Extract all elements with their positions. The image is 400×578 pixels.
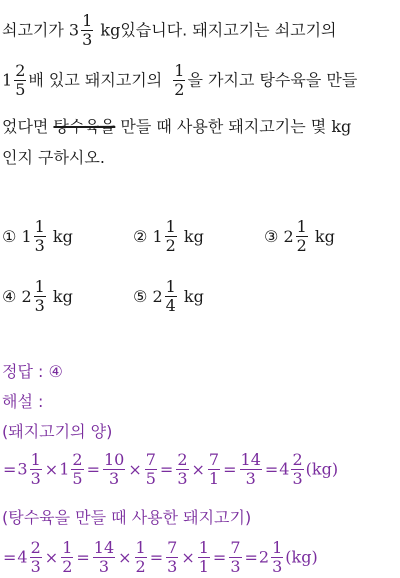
unit-label: kg [331, 117, 352, 136]
step1-equation: =3 $\frac{1}{3}$ ×1 $\frac{2}{5}$ = $\frac{10}{3}$ × $\frac{7}{5}$ = $\frac{2}{3}$ × $\frac{7}{1}$ = $\frac{14}{3}$ =4 $\frac{2}{3}$ (kg) [3, 450, 339, 488]
choice-1[interactable]: ① 1 $\frac{1}{3}$ kg [2, 217, 73, 255]
problem-text: 을 가지고 탕수육을 만들 [187, 70, 358, 90]
unit-label: kg [100, 20, 121, 40]
choice-5[interactable]: ⑤ 2 $\frac{1}{4}$ kg [133, 277, 204, 315]
step1-title: (돼지고기의 양) [2, 422, 113, 441]
step2-equation: =4 $\frac{2}{3}$ × $\frac{1}{2}$ = $\frac{14}{3}$ × $\frac{1}{2}$ = $\frac{7}{3}$ × $\frac{1}{1}$ = $\frac{7}{3}$ =2 $\frac{1}{3}$ (kg) [3, 538, 318, 576]
problem-text: 인지 구하시오. [2, 148, 105, 167]
step2-title: (탕수육을 만들 때 사용한 돼지고기) [2, 508, 252, 527]
problem-line-3 [2, 117, 351, 137]
strikethrough-text: 탕수육을 [53, 117, 116, 136]
problem-text: 쇠고기가 [2, 20, 64, 40]
explanation-label: 해설 : [2, 392, 44, 411]
problem-text: 배 있고 돼지고기의 [28, 70, 163, 90]
problem-text: 있습니다. 돼지고기는 쇠고기의 [120, 20, 337, 40]
problem-line-1 [2, 12, 337, 49]
problem-line-2 [2, 62, 357, 99]
fraction: $\frac{2}{5}$ [15, 61, 26, 99]
mixed-whole: 1 [2, 70, 13, 90]
problem-text: 만들 때 사용한 돼지고기는 몇 [120, 117, 327, 136]
fraction: $\frac{1}{2}$ [174, 61, 185, 99]
choice-4[interactable]: ④ 2 $\frac{1}{3}$ kg [2, 277, 73, 315]
choice-2[interactable]: ② 1 $\frac{1}{2}$ kg [133, 217, 204, 255]
fraction: $\frac{1}{3}$ [82, 11, 93, 49]
choice-3[interactable]: ③ 2 $\frac{1}{2}$ kg [264, 217, 335, 255]
mixed-whole: 3 [68, 20, 80, 40]
problem-line-4 [2, 148, 105, 168]
answer-label: 정답 : ④ [2, 362, 63, 381]
problem-text: 었다면 [2, 117, 49, 136]
